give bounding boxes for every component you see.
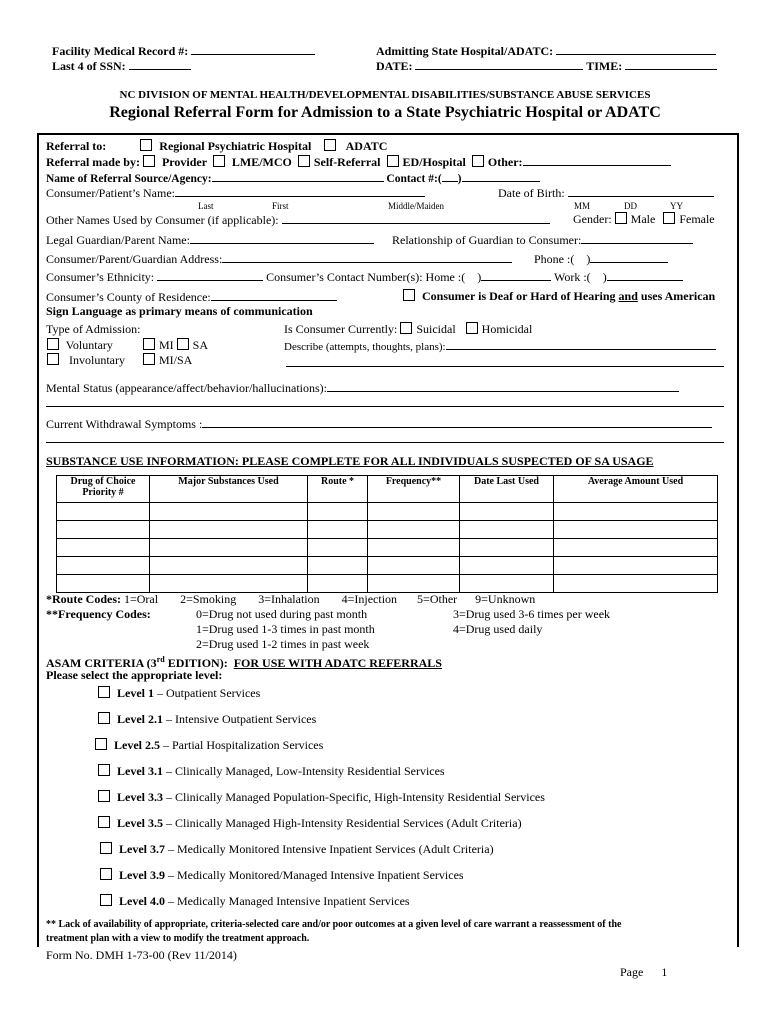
involuntary-row [44,353,125,367]
code: 5=Other [417,592,458,606]
table-row [57,503,718,521]
level-description: – Medically Managed Intensive Inpatient Services [165,894,410,908]
freq-code: 2=Drug used 1-2 times in past week [196,637,370,651]
label: Legal Guardian/Parent Name: [46,233,190,247]
checkbox-self[interactable] [298,155,310,167]
label: Gender: [573,212,612,226]
describe-line[interactable] [286,366,724,367]
patient-name-row[interactable] [46,185,425,200]
withdrawal-row[interactable] [46,416,712,431]
table-cell[interactable] [554,575,718,593]
table-cell[interactable] [368,557,460,575]
guardian-row[interactable] [46,232,374,247]
ssn-field[interactable] [52,58,191,73]
misa-row [140,353,192,367]
table-cell[interactable] [308,503,368,521]
ethnicity-row[interactable] [46,269,683,284]
table-cell[interactable] [57,557,150,575]
checkbox-adatc[interactable] [324,139,336,151]
admission-type-label: Type of Admission: [46,322,141,336]
voluntary-row [44,338,113,352]
checkbox-voluntary[interactable] [47,338,59,350]
checkbox-mi[interactable] [143,338,155,350]
code: 3=Inhalation [258,592,320,606]
contact-label: Contact #:( [386,173,442,185]
level-label: Level 3.9 [119,868,165,882]
option-label: Regional Psychiatric Hospital [159,139,312,153]
col-frequency: Frequency** [368,476,460,503]
level-description: – Clinically Managed Population-Specific, High-Intensity Residential Services [163,790,545,804]
level-description: – Clinically Managed, Low-Intensity Residential Services [163,764,445,778]
table-cell[interactable] [57,503,150,521]
gender-row [573,212,715,226]
checkbox-homicidal[interactable] [466,322,478,334]
asam-level-item [97,868,464,882]
label: SA [192,338,209,352]
text: EDITION): [164,656,228,670]
asam-level-item [95,816,522,830]
label: Relationship of Guardian to Consumer: [392,233,582,247]
form-title: Regional Referral Form for Admission to a State Psychiatric Hospital or ADATC [109,104,661,121]
label: Other Names Used by Consumer (if applicable): [46,213,279,227]
phone-row[interactable] [534,251,668,266]
asam-level-item [92,738,323,752]
label: Consumer/Parent/Guardian Address: [46,252,223,266]
checkbox-deaf[interactable] [403,289,415,301]
checkbox-level[interactable] [100,842,112,854]
page-number [620,965,667,979]
label: Homicidal [481,322,533,336]
home-label: Consumer’s Contact Number(s): Home :( [266,270,466,284]
level-description: – Outpatient Services [154,686,261,700]
footnote-line: treatment plan with a view to modify the treatment approach. [46,933,310,944]
work-label: Work :( [553,270,591,284]
option-label: ADATC [345,139,388,153]
label: Page [620,965,644,979]
asam-level-item [97,894,410,908]
referral-to-row [46,139,387,153]
table-cell[interactable] [554,521,718,539]
table-cell[interactable] [308,521,368,539]
table-cell[interactable] [460,521,554,539]
level-label: Level 3.7 [119,842,165,856]
level-label: Level 3.5 [117,816,163,830]
table-cell[interactable] [368,539,460,557]
asam-level-item [95,712,316,726]
label: Describe (attempts, thoughts, plans): [284,341,446,353]
frequency-codes-label: **Frequency Codes: [46,607,151,621]
and-text: and [618,289,638,303]
level-label: Level 3.3 [117,790,163,804]
asam-level-item [95,790,545,804]
label: Consumer’s County of Residence: [46,290,211,304]
paren: ) [586,252,591,266]
form-number: Form No. DMH 1-73-00 (Rev 11/2014) [46,948,237,962]
asam-level-item [95,764,445,778]
code: 4=Injection [341,592,398,606]
currently-row [284,322,532,336]
table-cell[interactable] [57,521,150,539]
label: Name of Referral Source/Agency: [46,173,212,185]
table-cell[interactable] [150,539,308,557]
option-label: Female [679,212,715,226]
time-label: TIME: [586,59,623,73]
table-cell[interactable] [57,539,150,557]
describe-row[interactable] [284,338,716,354]
checkbox-female[interactable] [663,212,675,224]
label: Last 4 of SSN: [52,59,126,73]
label: Voluntary [65,338,113,352]
code: 2=Smoking [180,592,237,606]
table-cell[interactable] [368,503,460,521]
checkbox-level[interactable] [100,868,112,880]
admitting-field[interactable] [376,43,716,58]
dob-row[interactable] [498,185,714,200]
footnote-line: ** Lack of availability of appropriate, criteria-selected care and/or poor outcomes at a given level of care warrant a reassessment of the [46,919,622,930]
level-label: Level 4.0 [119,894,165,908]
other-names-row[interactable] [46,212,550,227]
facility-record-field[interactable] [52,43,315,58]
relationship-row[interactable] [392,232,693,247]
col-substances: Major Substances Used [150,476,308,503]
address-row[interactable] [46,251,512,266]
checkbox-level[interactable] [98,712,110,724]
sign-language-text: Sign Language as primary means of communication [46,304,313,318]
paren: ) [457,173,462,185]
paren: ) [477,270,482,284]
label: Involuntary [69,353,125,367]
option-label: Self-Referral [313,155,381,169]
asam-level-item [97,842,494,856]
table-cell[interactable] [460,539,554,557]
hint-last: Last [198,201,214,211]
option-label: Provider [161,155,207,169]
checkbox-misa[interactable] [143,353,155,365]
checkbox-ed[interactable] [387,155,399,167]
checkbox-lme[interactable] [213,155,225,167]
level-label: Level 2.1 [117,712,163,726]
table-header-row [57,476,718,503]
freq-code: 3=Drug used 3-6 times per week [453,607,611,621]
checkbox-level[interactable] [98,816,110,828]
table-cell[interactable] [368,521,460,539]
hint-middle: Middle/Maiden [388,201,444,211]
table-cell[interactable] [150,557,308,575]
mental-status-line[interactable] [46,406,724,407]
referral-by-row [46,154,671,169]
checkbox-suicidal[interactable] [400,322,412,334]
level-description: – Medically Monitored Intensive Inpatient Services (Adult Criteria) [165,842,494,856]
hint-mm: MM [574,201,591,211]
table-row [57,521,718,539]
code: 9=Unknown [475,592,536,606]
hint-dd: DD [624,201,637,211]
freq-code: 0=Drug not used during past month [196,607,368,621]
division-heading: NC DIVISION OF MENTAL HEALTH/DEVELOPMENTAL DISABILITIES/SUBSTANCE ABUSE SERVICES [119,89,651,101]
label: Suicidal [416,322,456,336]
checkbox-provider[interactable] [143,155,155,167]
label: DATE: [376,59,413,73]
label-rest: uses American [640,289,716,303]
table-cell[interactable] [308,539,368,557]
checkbox-level[interactable] [98,790,110,802]
option-label: ED/Hospital [402,155,466,169]
level-label: Level 2.5 [114,738,160,752]
route-codes-row [46,592,535,606]
label: Phone :( [534,252,575,266]
county-row[interactable] [46,289,337,304]
table-cell[interactable] [150,521,308,539]
value: 1 [661,965,668,979]
withdrawal-line[interactable] [46,442,724,443]
col-amount: Average Amount Used [554,476,718,503]
substance-table [56,475,718,593]
option-label: LME/MCO [231,155,292,169]
level-label: Level 1 [117,686,154,700]
label: Consumer/Patient’s Name: [46,186,175,200]
mi-sa-row [140,338,208,352]
table-cell[interactable] [460,575,554,593]
asam-select-text: Please select the appropriate level: [46,668,223,682]
paren: ) [602,270,607,284]
option-label: Other: [487,155,523,169]
checkbox-level[interactable] [98,686,110,698]
table-cell[interactable] [57,575,150,593]
level-label: Level 3.1 [117,764,163,778]
table-cell[interactable] [308,575,368,593]
label: *Route Codes: [46,592,121,606]
freq-code: 1=Drug used 1-3 times in past month [196,622,375,636]
label: MI/SA [159,353,193,367]
freq-code: 4=Drug used daily [453,622,543,636]
level-description: – Intensive Outpatient Services [163,712,317,726]
checkbox-level[interactable] [100,894,112,906]
col-route: Route * [308,476,368,503]
label: Consumer is Deaf or Hard of Hearing [422,289,616,303]
level-description: – Clinically Managed High-Intensity Residential Services (Adult Criteria) [163,816,522,830]
label: Mental Status (appearance/affect/behavior/hallucinations): [46,381,327,395]
table-cell[interactable] [554,539,718,557]
label: Consumer’s Ethnicity: [46,270,155,284]
checkbox-level[interactable] [98,764,110,776]
level-description: – Partial Hospitalization Services [160,738,324,752]
checkbox-regional[interactable] [140,139,152,151]
checkbox-sa[interactable] [177,338,189,350]
label: Is Consumer Currently: [284,322,398,336]
label: Admitting State Hospital/ADATC: [376,44,554,58]
table-cell[interactable] [554,503,718,521]
table-cell[interactable] [368,575,460,593]
hint-first: First [272,201,289,211]
table-cell[interactable] [308,557,368,575]
table-cell[interactable] [460,503,554,521]
table-row [57,575,718,593]
checkbox-male[interactable] [615,212,627,224]
substance-heading: SUBSTANCE USE INFORMATION: PLEASE COMPLETE FOR ALL INDIVIDUALS SUSPECTED OF SA USAGE [46,454,654,468]
deaf-row [400,289,715,303]
table-cell[interactable] [554,557,718,575]
sup: rd [156,655,165,664]
label: Date of Birth: [498,186,565,200]
mental-status-row[interactable] [46,380,679,395]
checkbox-involuntary[interactable] [47,353,59,365]
table-cell[interactable] [460,557,554,575]
table-row [57,557,718,575]
col-date: Date Last Used [460,476,554,503]
checkbox-level[interactable] [95,738,107,750]
hint-yy: YY [670,201,683,211]
option-label: Male [630,212,656,226]
code: 1=Oral [124,592,159,606]
text: FOR USE WITH ADATC REFERRALS [233,656,442,670]
col-priority: Drug of Choice Priority # [57,476,150,503]
table-cell[interactable] [150,503,308,521]
label: Referral made by: [46,155,140,169]
level-description: – Medically Monitored/Managed Intensive Inpatient Services [165,868,464,882]
label: Current Withdrawal Symptoms : [46,417,203,431]
asam-level-item [95,686,260,700]
table-row [57,539,718,557]
text: ASAM CRITERIA (3 [46,656,157,670]
date-field[interactable] [376,58,717,73]
label: Facility Medical Record #: [52,44,189,58]
label: MI [159,338,174,352]
referral-source-row[interactable] [46,170,540,186]
table-cell[interactable] [150,575,308,593]
label: Referral to: [46,139,107,153]
checkbox-other[interactable] [472,155,484,167]
